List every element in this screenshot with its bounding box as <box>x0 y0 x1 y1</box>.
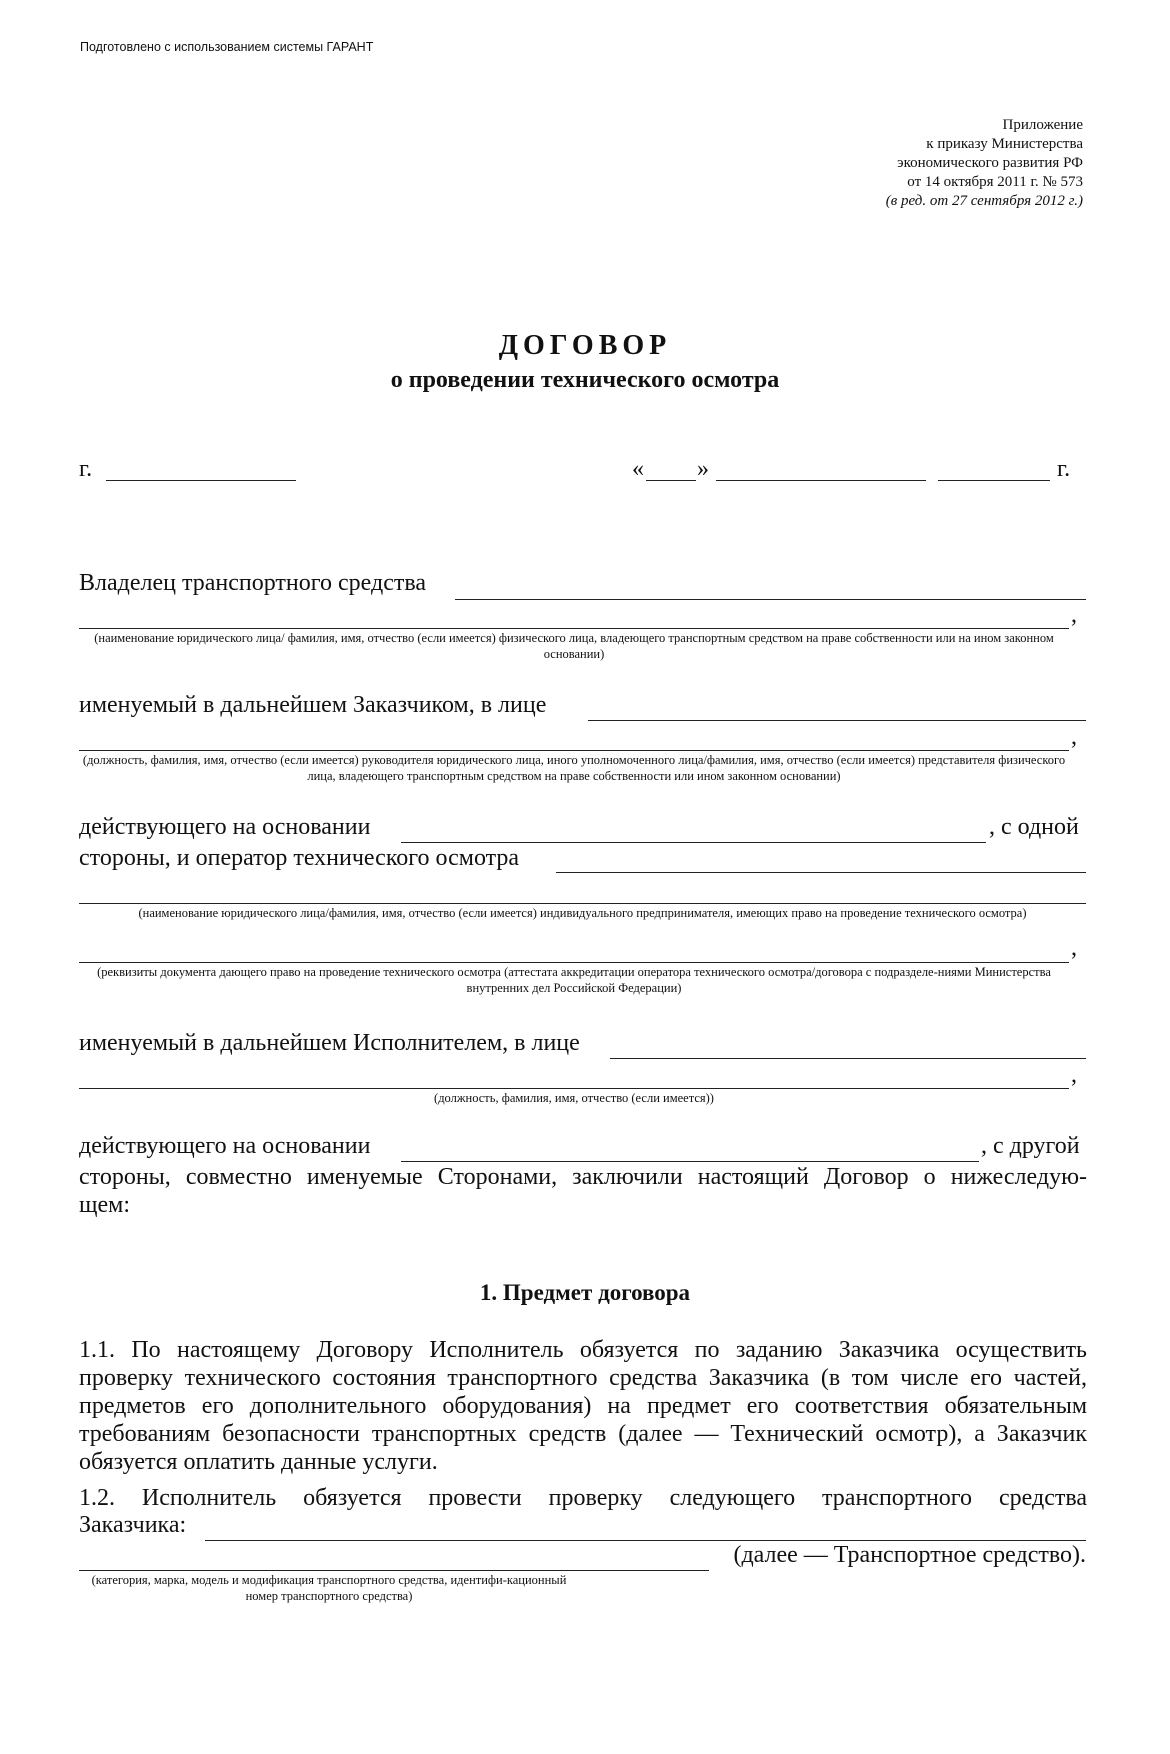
document-title: ДОГОВОР <box>498 330 672 361</box>
paragraph-line: обязуется оплатить данные услуги. <box>79 1449 438 1475</box>
garant-note: Подготовлено с использованием системы ГАРАНТ <box>80 40 374 54</box>
quote-close: » <box>697 456 709 482</box>
month-field[interactable] <box>716 480 926 481</box>
paragraph-line: проверку технического состояния транспортного средства Заказчика (в том числе его частей, <box>79 1365 1087 1391</box>
quote-open: « <box>632 456 644 482</box>
owner-note: (наименование юридического лица/ фамилия, имя, отчество (если имеется) физического лица, владеющего транспортным средством на праве собственности или на ином законном основании) <box>94 631 1054 661</box>
customer-basis-field[interactable] <box>401 842 986 843</box>
operator-field[interactable] <box>556 872 1086 873</box>
comma: , <box>1071 1062 1077 1088</box>
executor-representative-field-continued[interactable] <box>79 1088 1069 1089</box>
appendix-line: к приказу Министерства <box>926 136 1083 152</box>
vehicle-note: (категория, марка, модель и модификация транспортного средства, идентифи-кационный номер транспортного средства) <box>91 1573 567 1603</box>
requisites-field[interactable] <box>79 962 1069 963</box>
executor-label: именуемый в дальнейшем Исполнителем, в лице <box>79 1030 580 1056</box>
paragraph-line: предметов его дополнительного оборудования) на предмет его соответствия обязательным <box>79 1393 1087 1419</box>
city-prefix: г. <box>79 456 93 482</box>
year-field[interactable] <box>938 480 1050 481</box>
customer-representative-field[interactable] <box>588 720 1086 721</box>
operator-note: (наименование юридического лица/фамилия, имя, отчество (если имеется) индивидуального предпринимателя, имеющих право на проведение технического осмотра) <box>138 906 1027 920</box>
owner-field-continued[interactable] <box>79 628 1069 629</box>
city-field[interactable] <box>106 480 296 481</box>
appendix-edition: (в ред. от 27 сентября 2012 г.) <box>885 193 1083 209</box>
executor-note: (должность, фамилия, имя, отчество (если имеется)) <box>434 1091 714 1105</box>
day-field[interactable] <box>646 480 696 481</box>
vehicle-end-text: (далее — Транспортное средство). <box>733 1542 1086 1568</box>
closing-line: щем: <box>79 1192 130 1218</box>
paragraph-line: требованиям безопасности транспортных средств (далее — Технический осмотр), а Заказчик <box>79 1421 1087 1447</box>
paragraph-line: 1.1. По настоящему Договору Исполнитель обязуется по заданию Заказчика осуществить <box>79 1337 1087 1363</box>
operator-label: стороны, и оператор технического осмотра <box>79 845 520 871</box>
comma: , <box>1071 724 1077 750</box>
customer-word: Заказчика: <box>79 1512 187 1538</box>
comma: , <box>1071 602 1077 628</box>
customer-label: именуемый в дальнейшем Заказчиком, в лице <box>79 692 547 718</box>
vehicle-field[interactable] <box>205 1540 1086 1541</box>
appendix-line: Приложение <box>1002 117 1083 133</box>
owner-label: Владелец транспортного средства <box>79 570 427 596</box>
appendix-line: экономического развития РФ <box>897 155 1083 171</box>
vehicle-field-continued[interactable] <box>79 1570 709 1571</box>
paragraph-1-1 <box>79 1336 1087 1476</box>
basis-label: действующего на основании <box>79 814 371 840</box>
one-side-text: , с одной <box>989 814 1079 840</box>
operator-field-continued[interactable] <box>79 903 1086 904</box>
document-subtitle: о проведении технического осмотра <box>390 367 780 393</box>
customer-note: (должность, фамилия, имя, отчество (если имеется) руководителя юридического лица, иного уполномоченного лица/фамилия, имя, отчество (если имеется) представителя физического лица, владеющего транспортным средством на праве собственности или ином законном основании) <box>82 753 1066 783</box>
paragraph-line: 1.2. Исполнитель обязуется провести проверку следующего транспортного средства <box>79 1485 1087 1511</box>
appendix-line: от 14 октября 2011 г. № 573 <box>907 174 1083 190</box>
appendix-block <box>886 116 1083 211</box>
section-heading: 1. Предмет договора <box>479 1280 691 1305</box>
customer-representative-field-continued[interactable] <box>79 750 1069 751</box>
owner-field[interactable] <box>455 599 1086 600</box>
executor-representative-field[interactable] <box>610 1058 1086 1059</box>
year-suffix: г. <box>1057 456 1071 482</box>
comma: , <box>1071 935 1077 961</box>
executor-basis-field[interactable] <box>401 1161 979 1162</box>
requisites-note: (реквизиты документа дающего право на проведение технического осмотра (аттестата аккредитации оператора технического осмотра/договора с подразделе-ниями Министерства внутренних дел Российской Федерации) <box>97 965 1051 995</box>
closing-paragraph <box>79 1163 1087 1219</box>
basis-label: действующего на основании <box>79 1133 371 1159</box>
closing-line: стороны, совместно именуемые Сторонами, заключили настоящий Договор о нижеследую- <box>79 1164 1087 1190</box>
other-side-text: , с другой <box>981 1133 1080 1159</box>
paragraph-1-2 <box>79 1484 1087 1512</box>
